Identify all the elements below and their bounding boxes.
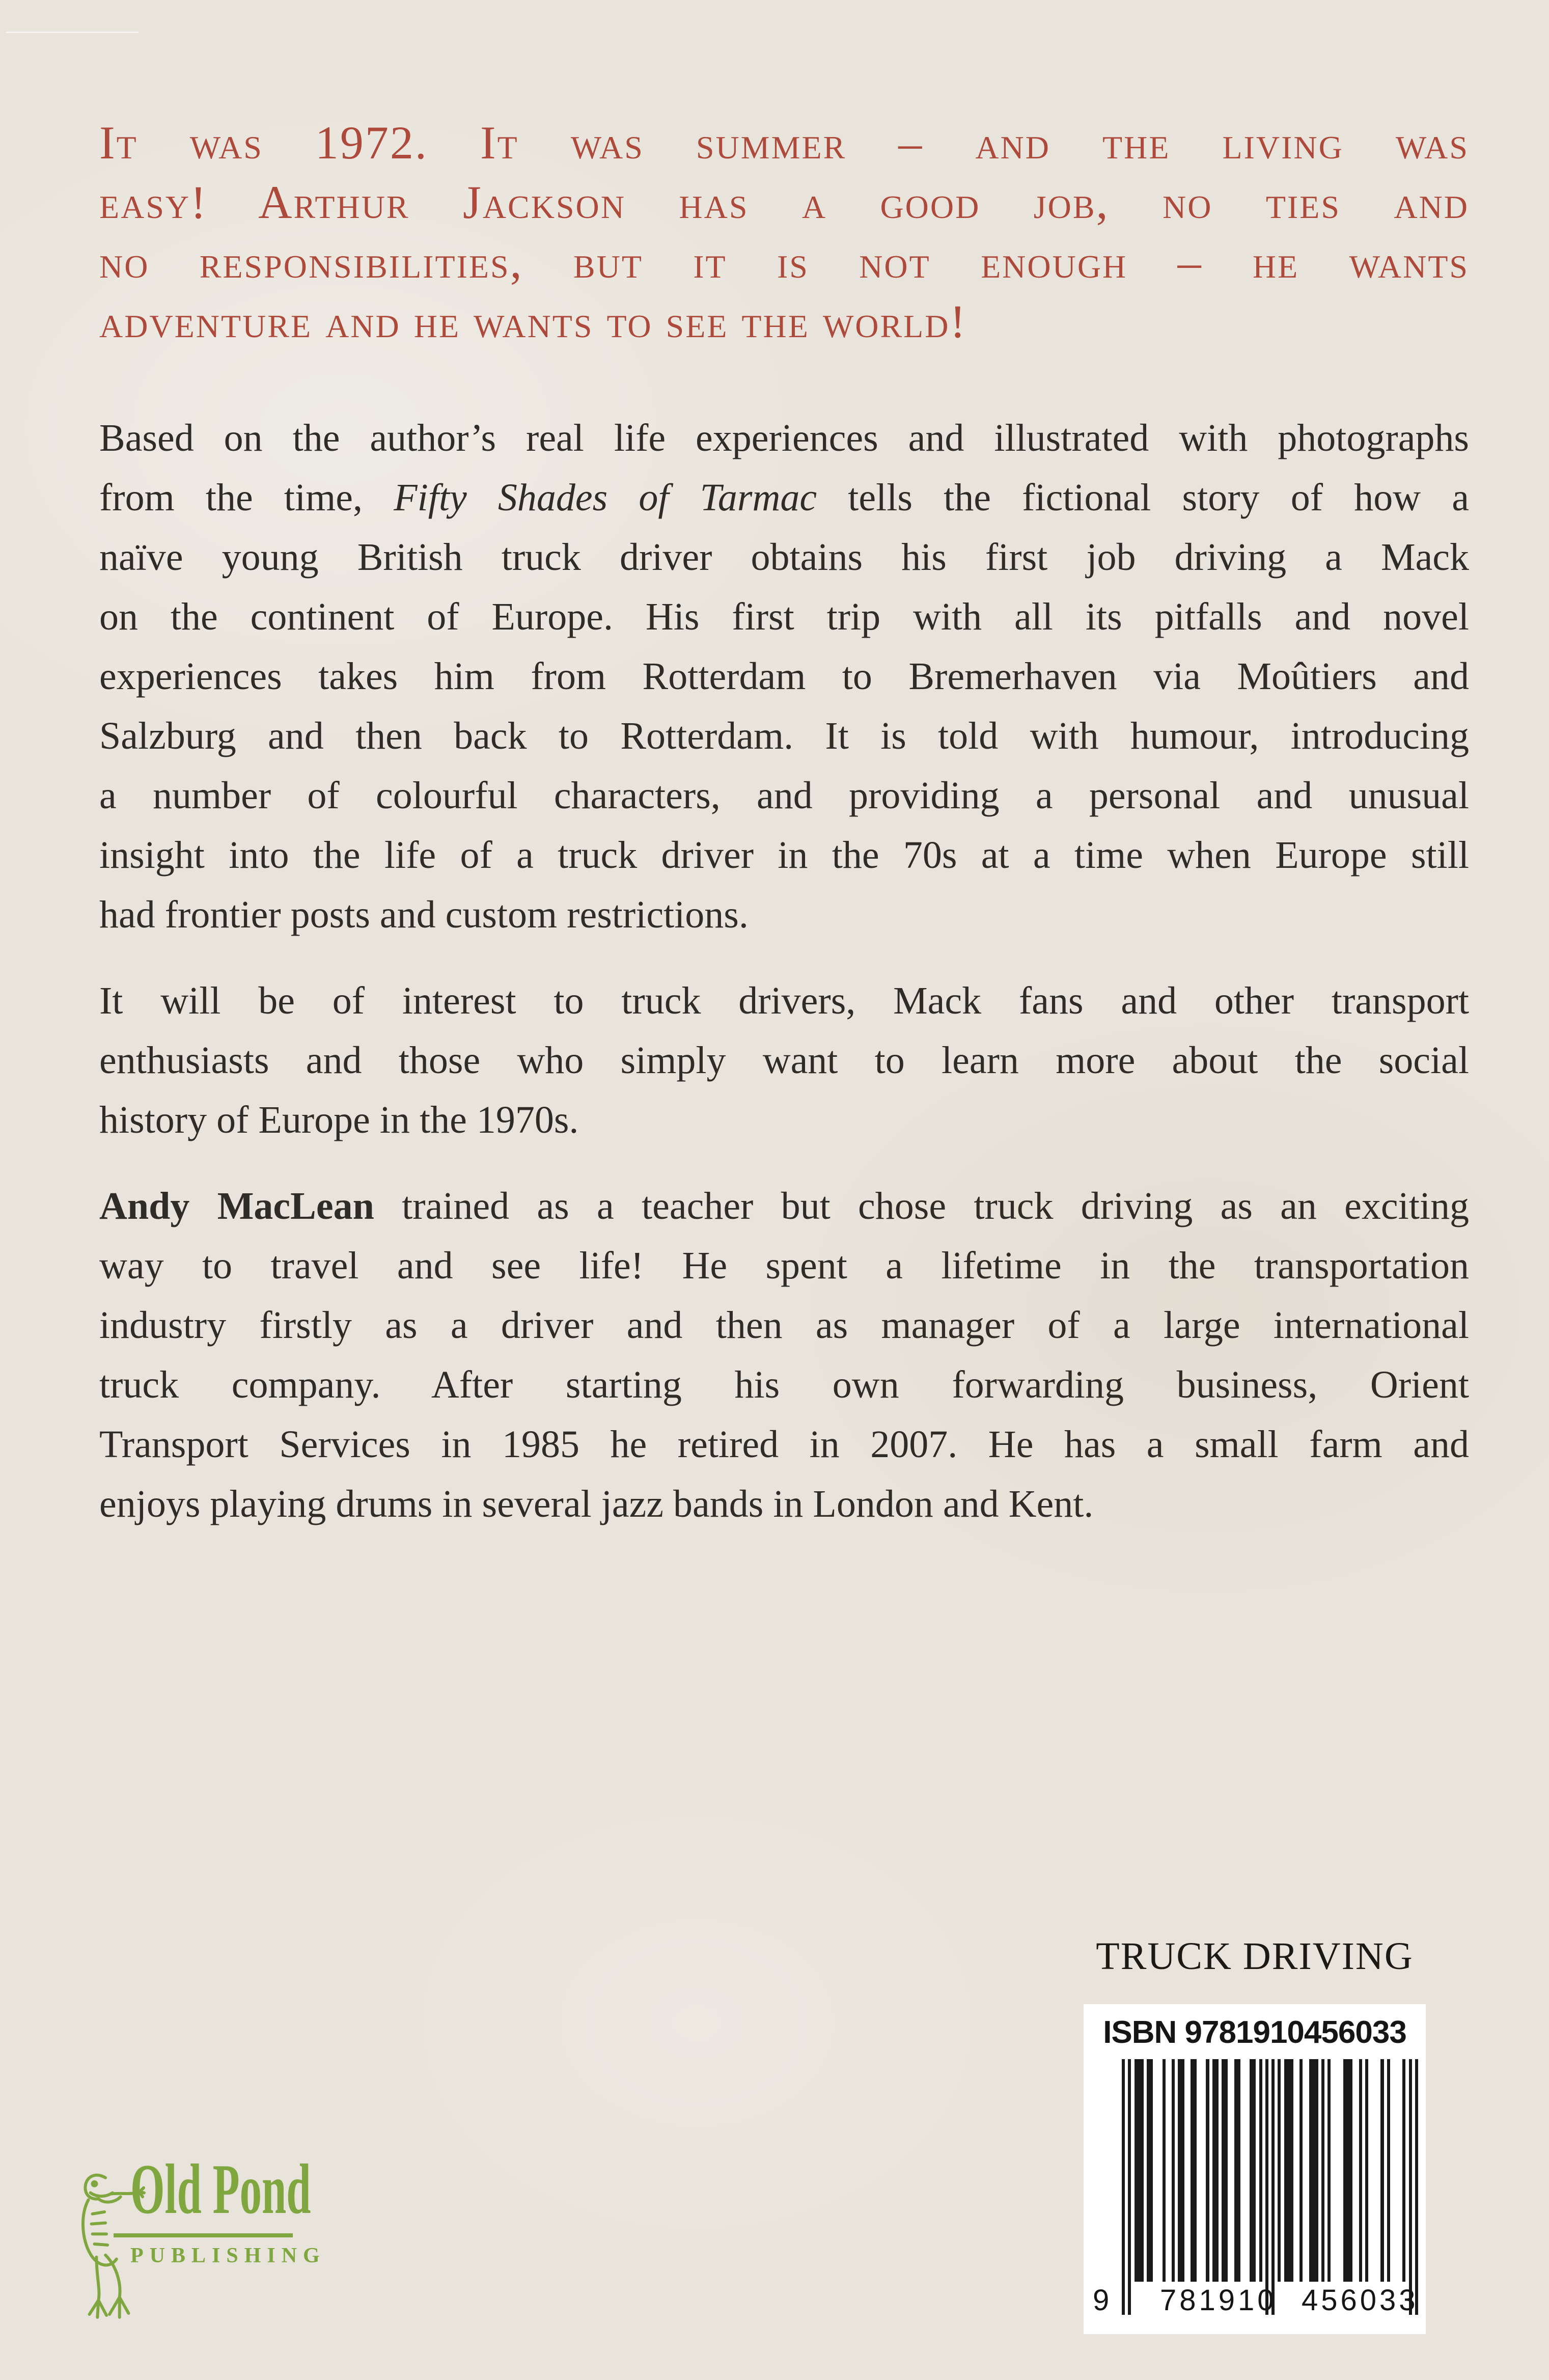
logo-divider-line	[114, 2233, 293, 2237]
paper-scratch	[6, 32, 139, 33]
text-segment: naïve young British truck driver obtains his first job driving a Mack	[99, 536, 1469, 579]
tagline-line: It was 1972. It was summer – and the living was	[99, 117, 1469, 169]
text-segment: tells the fictional story of how a	[817, 476, 1469, 519]
text-segment: on the continent of Europe. His first trip with all its pitfalls and novel	[99, 595, 1469, 638]
text-segment: truck company. After starting his own forwarding business, Orient	[99, 1363, 1469, 1406]
book-title: Fifty Shades of Tarmac	[394, 476, 817, 519]
tagline-line: easy! Arthur Jackson has a good job, no ties and	[99, 176, 1469, 228]
text-segment: experiences takes him from Rotterdam to Bremerhaven via Moûtiers and	[99, 655, 1469, 698]
text-line	[99, 826, 1469, 885]
barcode-digits-right: 456033	[1302, 2284, 1419, 2317]
tagline-line: no responsibilities, but it is not enough – he wants	[99, 236, 1469, 288]
category-label: TRUCK DRIVING	[1096, 1935, 1414, 1978]
text-segment: Based on the author’s real life experiences and illustrated with photographs	[99, 417, 1469, 459]
text-line	[99, 885, 1469, 945]
text-segment: from the time,	[99, 476, 394, 519]
text-line	[99, 1415, 1469, 1474]
text-line	[99, 468, 1469, 528]
barcode-digits	[1084, 2283, 1426, 2324]
text-line	[99, 1090, 1469, 1150]
text-segment: It will be of interest to truck drivers, Mack fans and other transport	[99, 979, 1469, 1022]
text-line	[99, 1355, 1469, 1415]
isbn-box	[1084, 2004, 1426, 2334]
text-segment: industry firstly as a driver and then as manager of a large international	[99, 1304, 1469, 1347]
text-segment: trained as a teacher but chose truck driving as an exciting	[374, 1185, 1469, 1227]
text-line	[99, 408, 1469, 468]
publisher-name: Old Pond	[130, 2150, 311, 2229]
barcode	[1122, 2059, 1419, 2282]
text-segment: a number of colourful characters, and providing a personal and unusual	[99, 774, 1469, 817]
tagline-line: adventure and he wants to see the world!	[99, 295, 967, 347]
text-segment: way to travel and see life! He spent a lifetime in the transportation	[99, 1244, 1469, 1287]
paragraph	[99, 1177, 1469, 1534]
paragraph	[99, 971, 1469, 1150]
barcode-bar	[1415, 2059, 1418, 2315]
text-segment: Salzburg and then back to Rotterdam. It is told with humour, introducing	[99, 715, 1469, 757]
tagline	[99, 113, 1469, 351]
text-line	[99, 706, 1469, 766]
text-line	[99, 1474, 1469, 1534]
isbn-label: ISBN 9781910456033	[1103, 2015, 1406, 2050]
text-segment: enjoys playing drums in several jazz bands in London and Kent.	[99, 1483, 1094, 1525]
paragraph	[99, 408, 1469, 945]
text-line	[99, 1296, 1469, 1355]
text-line	[99, 528, 1469, 587]
text-segment: enthusiasts and those who simply want to learn more about the social	[99, 1039, 1469, 1082]
publisher-logo	[75, 2150, 330, 2329]
text-line	[99, 1177, 1469, 1236]
text-segment: insight into the life of a truck driver in the 70s at a time when Europe still	[99, 834, 1469, 877]
text-line	[99, 971, 1469, 1031]
author-name: Andy MacLean	[99, 1185, 374, 1227]
text-segment: history of Europe in the 1970s.	[99, 1099, 579, 1141]
synopsis	[99, 408, 1469, 1561]
text-line	[99, 766, 1469, 826]
text-line	[99, 587, 1469, 647]
text-line	[99, 647, 1469, 706]
text-segment: had frontier posts and custom restrictions.	[99, 893, 749, 936]
text-segment: Transport Services in 1985 he retired in 2007. He has a small farm and	[99, 1423, 1469, 1466]
publisher-subtitle: PUBLISHING	[130, 2244, 326, 2267]
text-line	[99, 1031, 1469, 1090]
text-line	[99, 1236, 1469, 1296]
barcode-digit-first: 9	[1093, 2284, 1110, 2317]
barcode-digits-left: 781910	[1160, 2284, 1277, 2317]
